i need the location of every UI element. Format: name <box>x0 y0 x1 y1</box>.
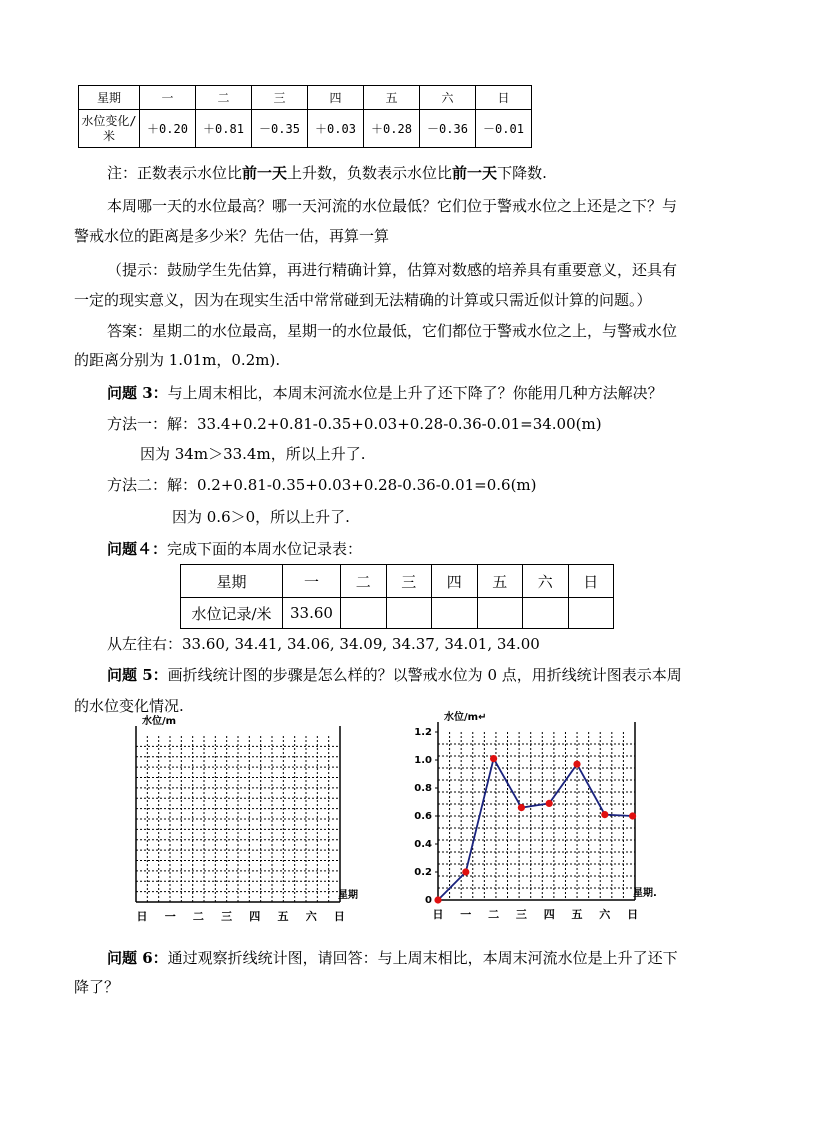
table-cell: 33.60 <box>283 598 341 629</box>
table-header-cell: 日 <box>568 565 614 598</box>
table-cell: －0.35 <box>252 110 308 148</box>
method1: 方法一：解：33.4+0.2+0.81-0.35+0.03+0.28-0.36-0.01=34.00(m) <box>107 415 602 433</box>
y-tick-label: 0.4 <box>414 839 432 850</box>
hint-line1: （提示：鼓励学生先估算，再进行精确计算，估算对数感的培养具有重要意义，还具有 <box>107 261 678 279</box>
table-header-cell: 一 <box>283 565 341 598</box>
x-tick-label: 五 <box>277 910 289 923</box>
table-cell <box>341 598 387 629</box>
y-tick-label: 1.0 <box>414 755 432 766</box>
note-bold: 前一天 <box>452 164 498 182</box>
table-header-cell: 五 <box>364 86 420 110</box>
table-header-row <box>181 565 614 598</box>
water-level-line-chart <box>395 712 657 930</box>
x-tick-label: 四 <box>249 910 261 923</box>
y-tick-label: 0.6 <box>414 811 432 822</box>
table-header-cell: 三 <box>386 565 432 598</box>
empty-line-chart <box>128 718 356 928</box>
table-cell <box>432 598 478 629</box>
y-tick-label: 0.8 <box>414 783 432 794</box>
question4-body: 完成下面的本周水位记录表： <box>167 540 363 558</box>
y-tick-label: 0 <box>425 895 432 906</box>
question4-label: 问题４： <box>107 540 168 558</box>
table-header-cell: 四 <box>308 86 364 110</box>
data-point <box>462 868 469 875</box>
table-row <box>79 110 532 148</box>
table-row <box>181 598 614 629</box>
x-tick-label: 六 <box>599 908 611 921</box>
method1-conclusion: 因为 34m＞33.4m，所以上升了. <box>140 445 366 463</box>
question5-line2: 的水位变化情况. <box>74 697 184 715</box>
row-label: 水位变化/米 <box>79 110 140 148</box>
table-cell <box>477 598 523 629</box>
question3-body: 与上周末相比，本周末河流水位是上升了还下降了？你能用几种方法解决？ <box>167 384 663 402</box>
data-point <box>434 896 441 903</box>
y-tick-label: 1.2 <box>414 727 432 738</box>
x-tick-label: 五 <box>571 908 583 921</box>
data-point <box>518 804 525 811</box>
x-tick-label: 六 <box>305 910 317 923</box>
x-axis-label: 星期. <box>633 888 657 899</box>
question2-line1: 本周哪一天的水位最高？哪一天河流的水位最低？它们位于警戒水位之上还是之下？与 <box>107 197 678 215</box>
table-header-cell: 日 <box>476 86 532 110</box>
row-label: 水位记录/米 <box>181 598 283 629</box>
table-header-cell: 二 <box>196 86 252 110</box>
table-header-cell: 五 <box>477 565 523 598</box>
y-axis-label: 水位/m↵ <box>444 712 487 723</box>
question2-line2: 警戒水位的距离是多少米？先估一估，再算一算 <box>74 227 390 245</box>
note-part: 下降数. <box>497 164 547 182</box>
table-header-cell: 二 <box>341 565 387 598</box>
note-part: 上升数，负数表示水位比 <box>287 164 453 182</box>
table-cell <box>523 598 569 629</box>
data-point <box>546 800 553 807</box>
question6-body: 通过观察折线统计图，请回答：与上周末相比，本周末河流水位是上升了还下 <box>167 949 678 967</box>
answer-line2: 的距离分别为 1.01m，0.2m). <box>74 351 281 369</box>
x-tick-label: 日 <box>432 908 444 921</box>
method2-conclusion: 因为 0.6＞0，所以上升了. <box>172 508 350 526</box>
question4-answer: 从左往右：33.60, 34.41, 34.06, 34.09, 34.37, 34.01, 34.00 <box>107 635 540 653</box>
question5-body: 画折线统计图的步骤是怎么样的？以警戒水位为 0 点，用折线统计图表示本周 <box>167 666 682 684</box>
y-axis-label: 水位/m <box>142 716 177 727</box>
data-point <box>573 761 580 768</box>
data-point <box>629 812 636 819</box>
data-point <box>490 755 497 762</box>
question5-label: 问题 5： <box>107 666 168 684</box>
x-tick-label: 三 <box>221 910 233 923</box>
note-part: 注：正数表示水位比 <box>107 164 243 182</box>
note-bold: 前一天 <box>242 164 288 182</box>
x-tick-label: 二 <box>192 910 204 923</box>
table-header-cell: 星期 <box>181 565 283 598</box>
table-cell: ＋0.03 <box>308 110 364 148</box>
question4-text <box>107 536 767 562</box>
x-tick-label: 日 <box>333 910 345 923</box>
question6-line2: 降了？ <box>74 978 120 996</box>
x-tick-label: 日 <box>136 910 148 923</box>
question5-text <box>107 662 767 688</box>
table-header-cell: 六 <box>420 86 476 110</box>
water-change-table <box>78 85 532 148</box>
table-cell <box>386 598 432 629</box>
method2: 方法二：解：0.2+0.81-0.35+0.03+0.28-0.36-0.01=0.6(m) <box>107 476 537 494</box>
table-header-row <box>79 86 532 110</box>
note-text <box>107 160 767 186</box>
table-header-cell: 三 <box>252 86 308 110</box>
x-tick-label: 三 <box>515 908 527 921</box>
table-header-cell: 一 <box>140 86 196 110</box>
data-point <box>601 811 608 818</box>
x-tick-label: 日 <box>627 908 639 921</box>
table-header-cell: 四 <box>432 565 478 598</box>
table-cell <box>568 598 614 629</box>
x-tick-label: 二 <box>488 908 500 921</box>
table-cell: －0.01 <box>476 110 532 148</box>
question6-text <box>107 945 767 971</box>
hint-line2: 一定的现实意义，因为在现实生活中常常碰到无法精确的计算或只需近似计算的问题。） <box>74 291 652 309</box>
x-tick-label: 一 <box>460 908 472 921</box>
question3-label: 问题 3： <box>107 384 168 402</box>
y-tick-label: 0.2 <box>414 867 432 878</box>
table-header-cell: 星期 <box>79 86 140 110</box>
answer-line1: 答案：星期二的水位最高，星期一的水位最低，它们都位于警戒水位之上，与警戒水位 <box>107 322 678 340</box>
table-cell: ＋0.81 <box>196 110 252 148</box>
table-cell: ＋0.28 <box>364 110 420 148</box>
table-cell: －0.36 <box>420 110 476 148</box>
table-header-cell: 六 <box>523 565 569 598</box>
water-record-table <box>180 564 614 629</box>
question3-text <box>107 380 767 406</box>
x-tick-label: 四 <box>543 908 555 921</box>
x-axis-label: 星期 <box>338 890 358 901</box>
table-cell: ＋0.20 <box>140 110 196 148</box>
question6-label: 问题 6： <box>107 949 168 967</box>
x-tick-label: 一 <box>164 910 176 923</box>
